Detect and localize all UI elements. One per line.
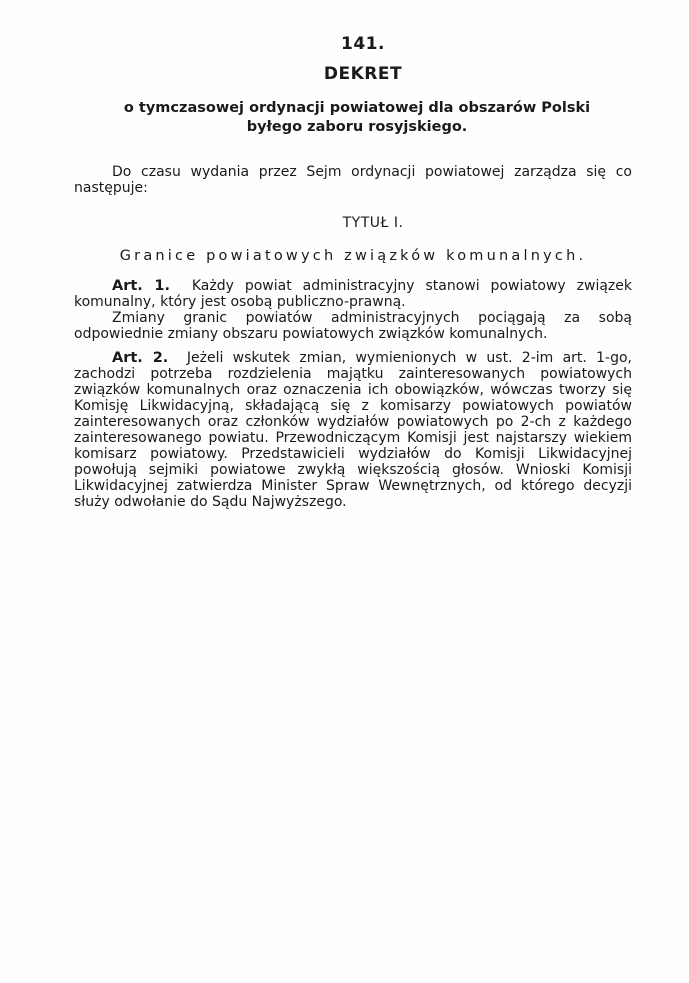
document-page [74, 34, 632, 510]
article-2-paragraph [74, 350, 632, 510]
article-1-label: Art. 1. [112, 278, 170, 294]
article-1-extra-paragraph: Zmiany granic powiatów administracyjnych pociągają za sobą odpowiednie zmiany obszaru powiatowych związków komunalnych. [74, 310, 632, 342]
article-2-label: Art. 2. [112, 350, 169, 366]
article-2-text: Jeżeli wskutek zmian, wymienionych w ust. 2-im art. 1-go, zachodzi potrzeba rozdzielenia majątku zainteresowanych powiatowych związków komunalnych oraz oznaczenia ich obowiązków, wówczas tworzy się Komisję Likwidacyjną, składającą się z komisarzy powiatowych powiatów zainteresowanych oraz członków wydziałów powiatowych po 2-ch z każdego zainteresowanego powiatu. Przewodniczącym Komisji jest najstarszy wiekiem komisarz powiatowy. Przedstawicieli wydziałów do Komisji Likwidacyjnej powołują sejmiki powiatowe zwykłą większością głosów. Wnioski Komisji Likwidacyjnej zatwierdza Minister Spraw Wewnętrznych, od którego decyzji służy odwołanie do Sądu Najwyższego. [74, 350, 632, 510]
subtitle-line-2: byłego zaboru rosyjskiego. [246, 119, 468, 135]
document-subtitle [74, 99, 632, 137]
article-1-paragraph [74, 278, 632, 310]
intro-paragraph: Do czasu wydania przez Sejm ordynacji powiatowej zarządza się co następuje: [74, 164, 632, 196]
tytul-heading: TYTUŁ I. [342, 215, 404, 231]
page-number: 141. [341, 34, 385, 54]
section-heading: Granice powiatowych związków komunalnych. [119, 248, 587, 264]
subtitle-line-1: o tymczasowej ordynacji powiatowej dla obszarów Polski [123, 100, 591, 116]
document-title: DEKRET [323, 64, 403, 84]
article-1-text: Każdy powiat administracyjny stanowi powiatowy związek komunalny, który jest osobą publiczno-prawną. [74, 278, 632, 310]
